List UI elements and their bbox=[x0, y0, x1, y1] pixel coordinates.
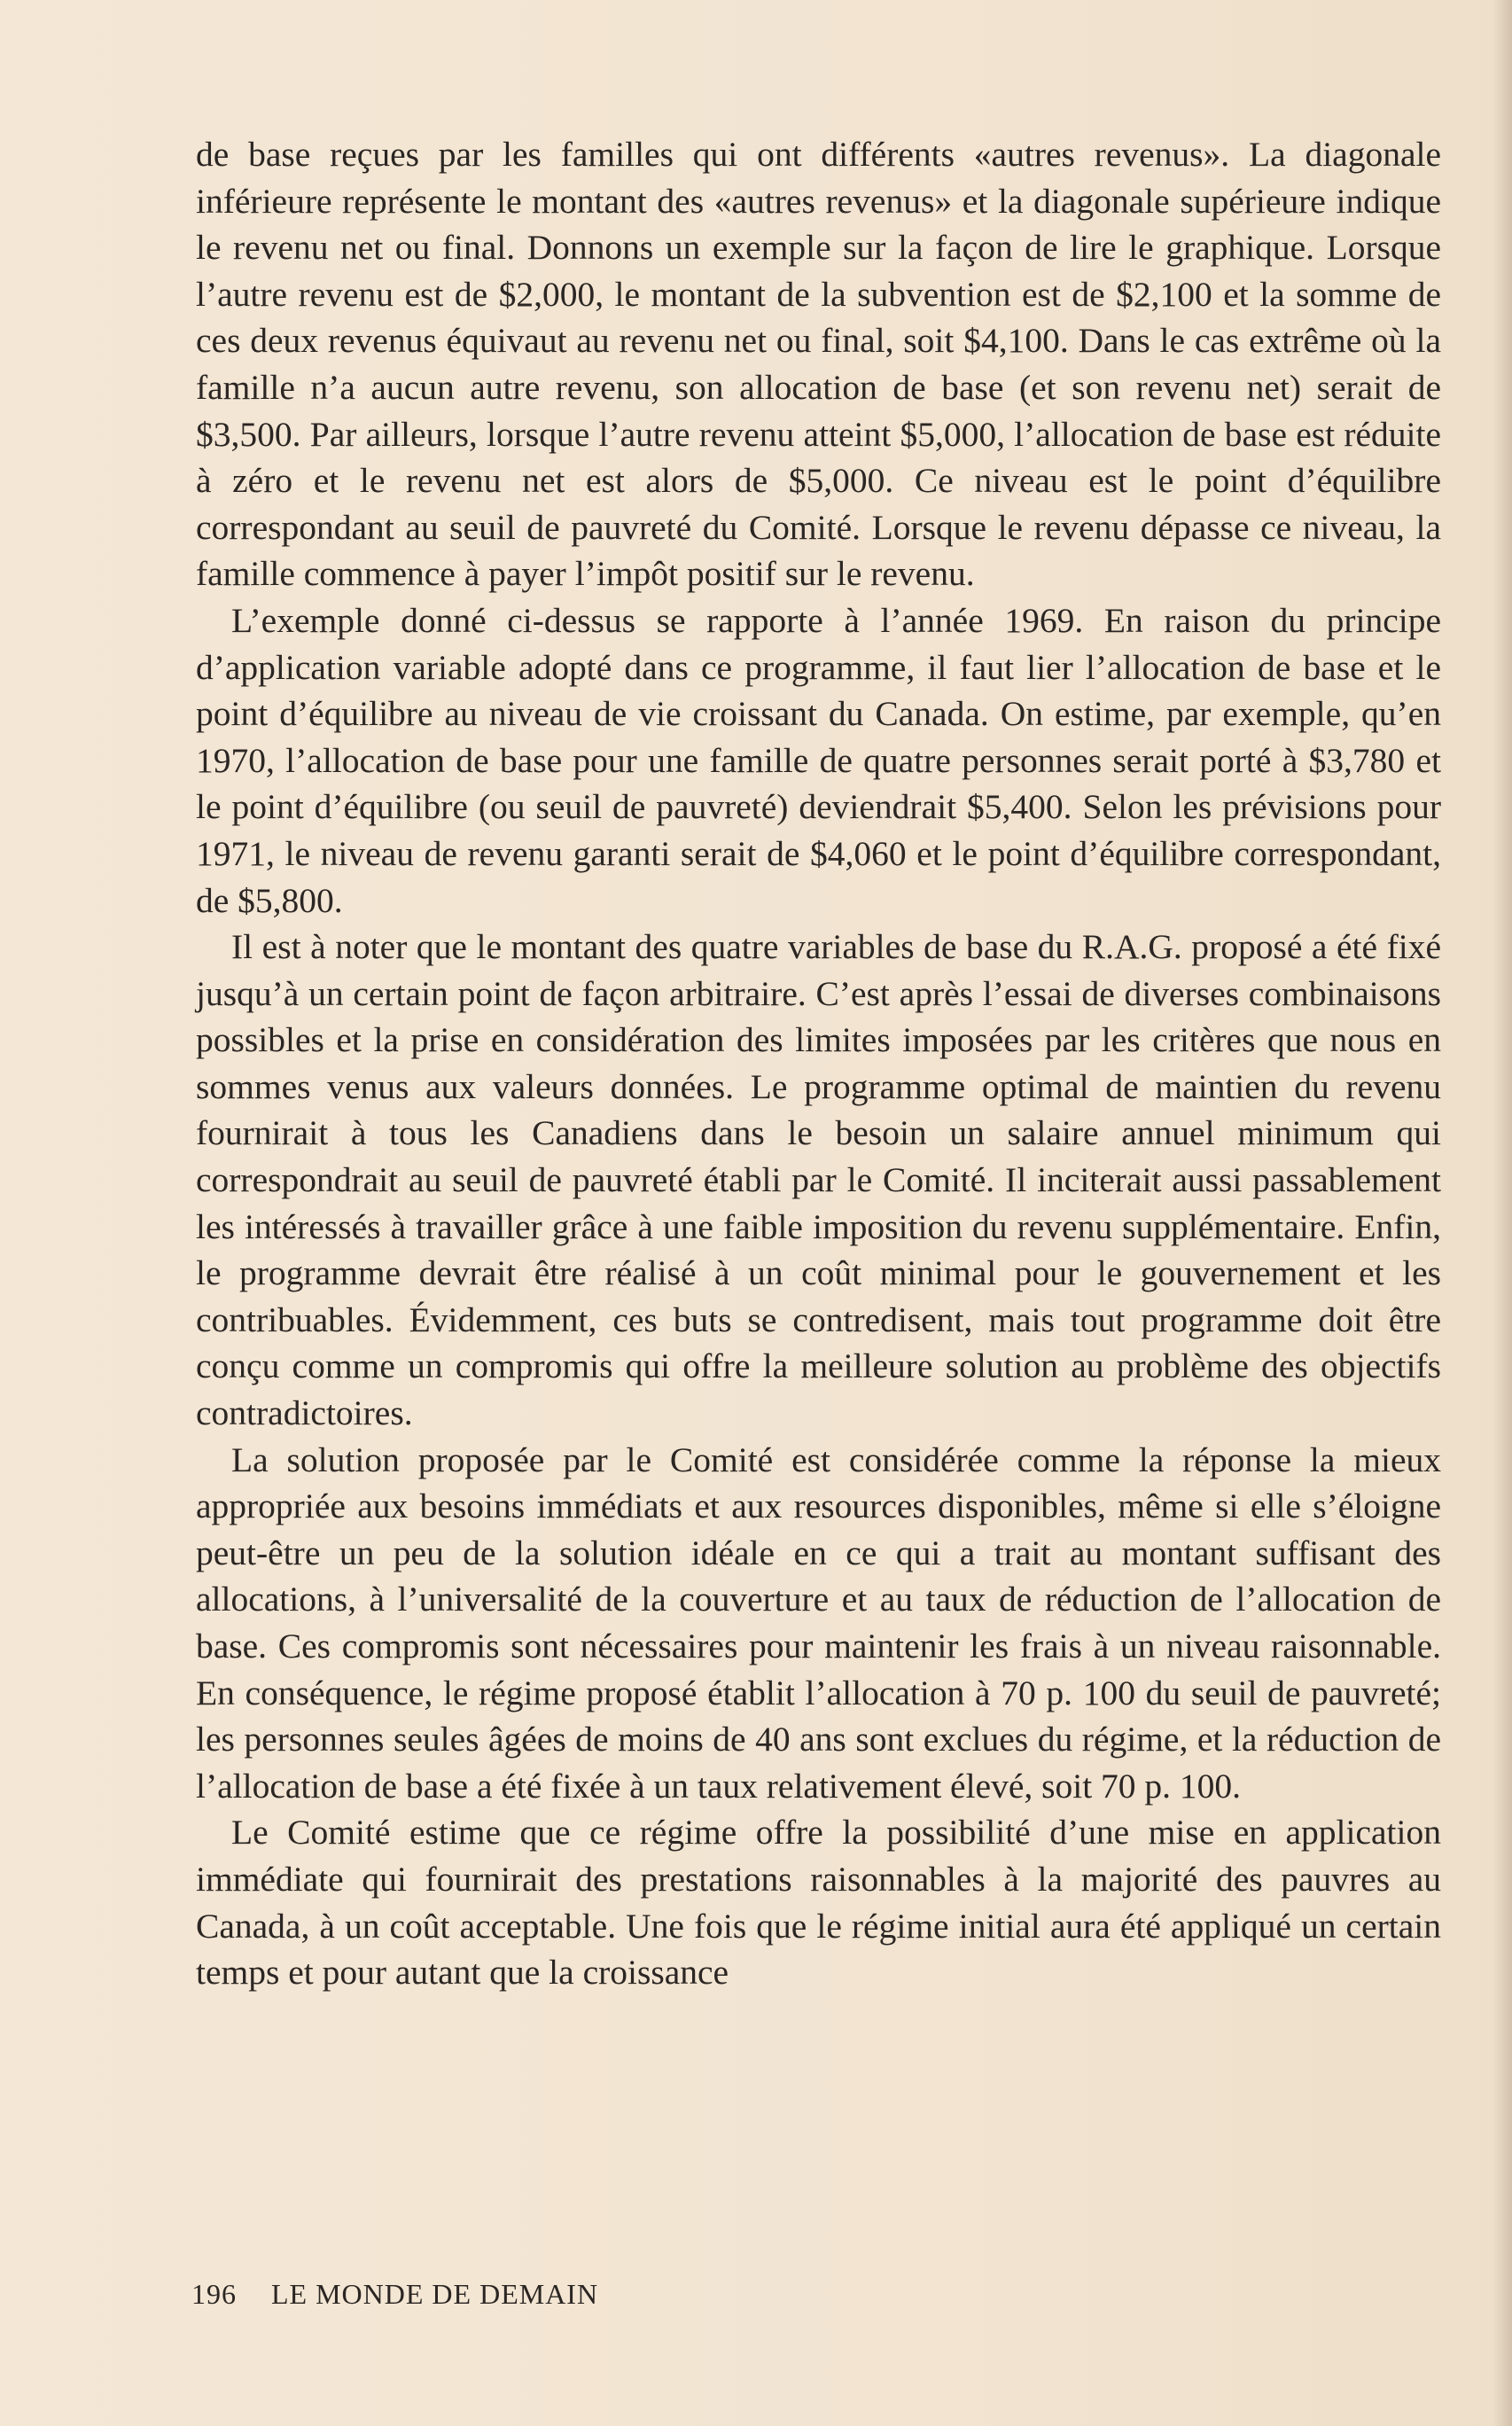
paragraph-1: de base reçues par les familles qui ont différents «autres revenus». La diagonale inférieure représente le montant des «autres revenus» et la diagonale supérieure indique le revenu net ou final. Donnons un exemple sur la façon de lire le graphique. Lorsque l’autre revenu est de $2,000, le montant de la subvention est de $2,100 et la somme de ces deux revenus équivaut au revenu net ou final, soit $4,100. Dans le cas extrême où la famille n’a aucun autre revenu, son allocation de base (et son revenu net) serait de $3,500. Par ailleurs, lorsque l’autre revenu atteint $5,000, l’allocation de base est réduite à zéro et le revenu net est alors de $5,000. Ce niveau est le point d’équilibre correspondant au seuil de pauvreté du Comité. Lorsque le revenu dépasse ce niveau, la famille commence à payer l’impôt positif sur le revenu. bbox=[196, 135, 1441, 594]
page-footer bbox=[191, 2278, 598, 2311]
paragraph-2: L’exemple donné ci-dessus se rapporte à l’année 1969. En raison du principe d’application variable adopté dans ce programme, il faut lier l’allocation de base et le point d’équilibre au niveau de vie croissant du Canada. On estime, par exemple, qu’en 1970, l’allocation de base pour une famille de quatre personnes serait porté à $3,780 et le point d’équilibre (ou seuil de pauvreté) deviendrait $5,400. Selon les prévisions pour 1971, le niveau de revenu garanti serait de $4,060 et le point d’équilibre correspondant, de $5,800. bbox=[196, 600, 1441, 920]
page-number: 196 bbox=[191, 2278, 237, 2310]
paragraph-5: Le Comité estime que ce régime offre la possibilité d’une mise en application immédiate qui fournirait des prestations raisonnables à la majorité des pauvres au Canada, à un coût acceptable. Une fois que le régime initial aura été appliqué un certain temps et pour autant que la croissance bbox=[196, 1813, 1441, 1993]
page-edge-shadow bbox=[1493, 0, 1512, 2426]
body-text bbox=[196, 131, 1441, 1996]
paragraph-3: Il est à noter que le montant des quatre variables de base du R.A.G. proposé a été fixé jusqu’à un certain point de façon arbitraire. C’est après l’essai de diverses combinaisons possibles et la prise en considération des limites imposées par les critères que nous en sommes venus aux valeurs données. Le programme optimal de maintien du revenu fournirait à tous les Canadiens dans le besoin un salaire annuel minimum qui correspondrait au seuil de pauvreté établi par le Comité. Il inciterait aussi passablement les intéressés à travailler grâce à une faible imposition du revenu supplémentaire. Enfin, le programme devrait être réalisé à un coût minimal pour le gouvernement et les contribuables. Évidemment, ces buts se contredisent, mais tout programme doit être conçu comme un compromis qui offre la meilleure solution au problème des objectifs contradictoires. bbox=[196, 927, 1441, 1433]
running-title: LE MONDE DE DEMAIN bbox=[271, 2278, 599, 2310]
paragraph-4: La solution proposée par le Comité est considérée comme la réponse la mieux appropriée aux besoins immédiats et aux resources disponibles, même si elle s’éloigne peut-être un peu de la solution idéale en ce qui a trait au montant suffisant des allocations, à l’universalité de la couverture et au taux de réduction de l’allocation de base. Ces compromis sont nécessaires pour maintenir les frais à un niveau raisonnable. En conséquence, le régime proposé établit l’allocation à 70 p. 100 du seuil de pauvreté; les personnes seules âgées de moins de 40 ans sont exclues du régime, et la réduction de l’allocation de base a été fixée à un taux relativement élevé, soit 70 p. 100. bbox=[196, 1439, 1441, 1806]
